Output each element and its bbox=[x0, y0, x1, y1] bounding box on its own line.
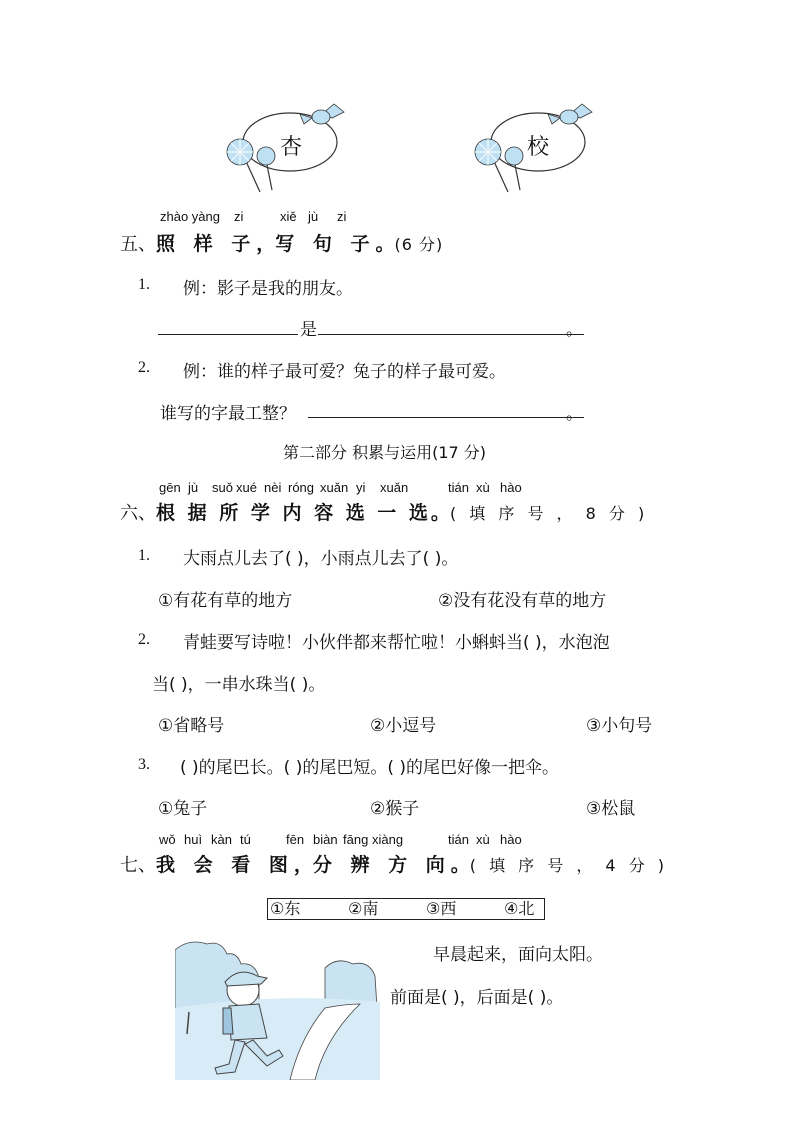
s6-q3-option-2: ②猴子 bbox=[370, 799, 420, 819]
s6-q2-line1: 青蛙要写诗啦！小伙伴都来帮忙啦！小蝌蚪当( )，水泡泡 bbox=[183, 633, 610, 653]
s7-line1: 早晨起来，面向太阳。 bbox=[433, 945, 603, 965]
s5-q1-number: 1. bbox=[138, 276, 150, 293]
section5-title: 五、照 样 子，写 句 子。(6 分) bbox=[120, 233, 444, 255]
s6-q2-option-1: ①省略号 bbox=[158, 716, 225, 736]
s5-q2-number: 2. bbox=[138, 359, 150, 376]
s5-q1-blank-1[interactable] bbox=[158, 334, 298, 335]
s6-q1-option-1: ①有花有草的地方 bbox=[158, 591, 293, 611]
direction-option-south: ②南 bbox=[348, 899, 379, 918]
s5-q1-mid: 是 bbox=[300, 320, 317, 340]
candy-char-left: 杏 bbox=[280, 135, 303, 160]
s6-q3-option-3: ③松鼠 bbox=[586, 799, 636, 819]
s5-q1-end: 。 bbox=[566, 320, 583, 340]
section6-title: 六、根 据 所 学 内 容 选 一 选。( 填 序 号 ， 8 分 ) bbox=[120, 502, 649, 524]
part2-title: 第二部分 积累与运用(17 分) bbox=[283, 443, 487, 462]
s5-q2-end: 。 bbox=[566, 404, 583, 424]
s6-q3-number: 3. bbox=[138, 756, 150, 773]
s5-q1-blank-2[interactable] bbox=[318, 334, 584, 335]
boy-walking-illustration bbox=[175, 938, 380, 1080]
s6-q1-text: 大雨点儿去了( )，小雨点儿去了( )。 bbox=[183, 549, 459, 569]
s7-line2: 前面是( )，后面是( )。 bbox=[390, 988, 564, 1008]
s6-q2-line2: 当( )，一串水珠当( )。 bbox=[152, 675, 326, 695]
direction-option-west: ③西 bbox=[426, 899, 457, 918]
direction-options-box bbox=[267, 898, 545, 920]
direction-option-east: ①东 bbox=[270, 899, 301, 918]
section7-title: 七、我 会 看 图，分 辨 方 向。( 填 序 号 ， 4 分 ) bbox=[120, 854, 669, 876]
s5-q2-prompt: 谁写的字最工整？ bbox=[160, 404, 296, 424]
s6-q2-option-3: ③小句号 bbox=[586, 716, 653, 736]
s6-q1-option-2: ②没有花没有草的地方 bbox=[438, 591, 607, 611]
s5-q2-example: 例：谁的样子最可爱？兔子的样子最可爱。 bbox=[183, 362, 506, 382]
s6-q3-text: ( )的尾巴长。( )的尾巴短。( )的尾巴好像一把伞。 bbox=[180, 758, 560, 778]
s6-q1-number: 1. bbox=[138, 547, 150, 564]
s6-q2-option-2: ②小逗号 bbox=[370, 716, 437, 736]
s5-q1-example: 例：影子是我的朋友。 bbox=[183, 279, 353, 299]
s6-q3-option-1: ①兔子 bbox=[158, 799, 208, 819]
s5-q2-blank[interactable] bbox=[308, 417, 584, 418]
direction-option-north: ④北 bbox=[504, 899, 535, 918]
candy-char-right: 校 bbox=[527, 135, 550, 160]
s6-q2-number: 2. bbox=[138, 631, 150, 648]
